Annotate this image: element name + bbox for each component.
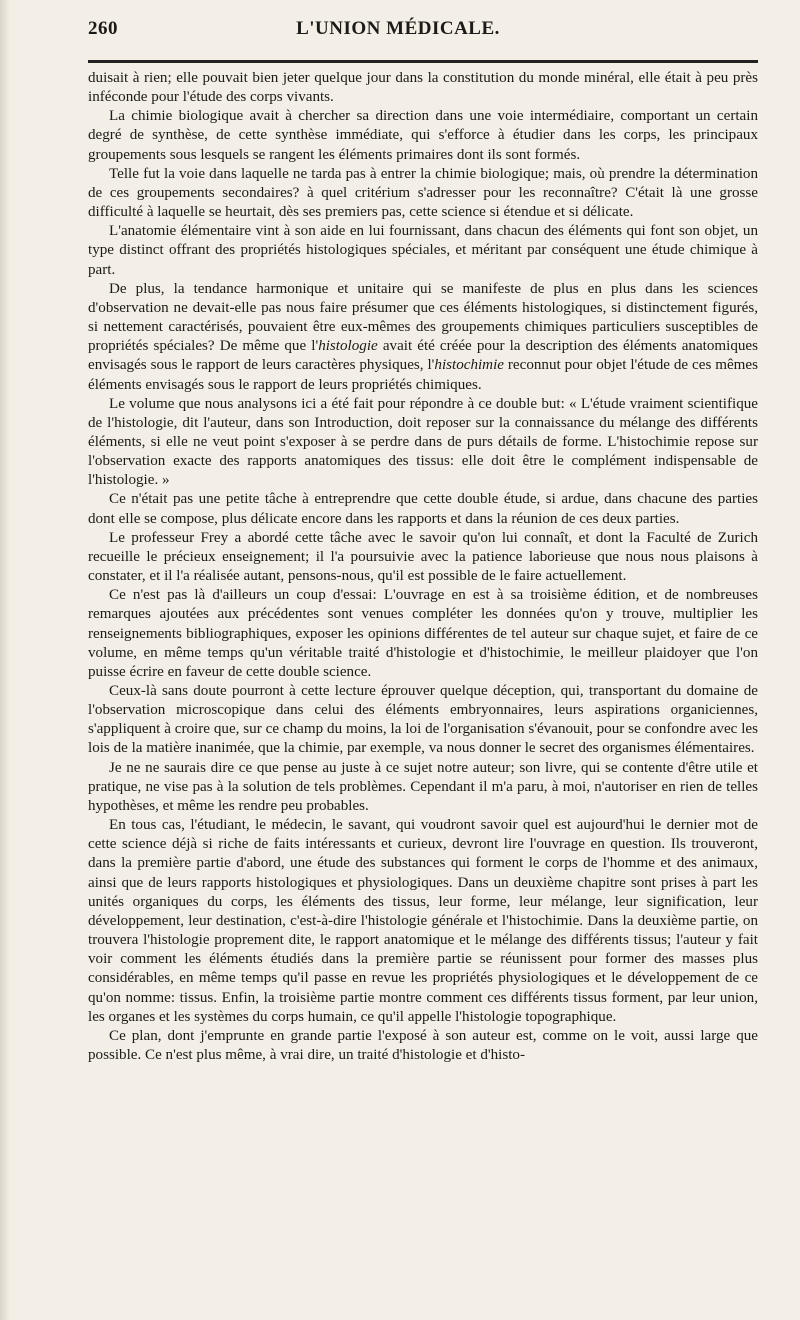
text-run: Ceux-là sans doute pourront à cette lecture éprouver quelque déception, qui, transportant du domaine de l'observation microscopique dans celui des éléments embryonnaires, leurs aspirations organiciennes, s'appliquent à croire que, sur ce champ du moins, la loi de l'organisation s'évanouit, pour se confondre avec les lois de la matière inanimée, que la chimie, par exemple, va nous donner le secret des organismes élémentaires. (88, 683, 758, 757)
paragraph (88, 529, 758, 586)
text-run: De plus, la tendance harmonique et unitaire qui se manifeste de plus en plus dans les sciences d'observation ne devait-elle pas nous faire présumer que ces éléments histologiques, si distinctement figurés, si nettement caractérisés, pouvaient être eux-mêmes des groupements chimiques particuliers susceptibles de propriétés spéciales? De même que l' (88, 280, 758, 355)
text-run: avait été créée pour la description des éléments anatomiques envisagés sous le rapport de leurs caractères physiques, l' (88, 338, 758, 374)
paragraph (88, 222, 758, 279)
paragraph (88, 107, 758, 164)
text-run: Le volume que nous analysons ici a été fait pour répondre à ce double but: « L'étude vraiment scientifique de l'histologie, dit l'auteur, dans son Introduction, doit reposer sur la connaissance du mélange des différents éléments, si elle ne veut point s'exposer à se perdre dans de purs détails de forme. L'histochimie repose sur l'observation exacte des rapports anatomiques des tissus: elle doit être le complément indispensable de l'histologie. » (88, 395, 758, 489)
italic-term: histochimie (434, 357, 504, 374)
paragraph (88, 69, 758, 107)
text-run: Ce n'est pas là d'ailleurs un coup d'essai: L'ouvrage en est à sa troisième édition, et de nombreuses remarques ajoutées aux précédentes sont venues compléter les données qu'on y trouve, multiplier les renseignements bibliographiques, exposer les opinions différentes de tel auteur sur chaque sujet, et faire de ce volume, en même temps qu'un véritable traité d'histologie et d'histochimie, le meilleur plaidoyer que l'on puisse écrire en faveur de cette double science. (88, 587, 758, 680)
running-header (88, 18, 758, 58)
paragraph (88, 1027, 758, 1065)
italic-term: histologie (318, 338, 378, 355)
text-run: Ce plan, dont j'emprunte en grande partie l'exposé à son auteur est, comme on le voit, aussi large que possible. Ce n'est plus même, à vrai dire, un traité d'histologie et d'histo- (88, 1027, 758, 1063)
paragraph (88, 490, 758, 528)
page-number: 260 (88, 18, 118, 39)
text-run: Le professeur Frey a abordé cette tâche avec le savoir qu'on lui connaît, et dont la Faculté de Zurich recueille le précieux enseignement; il l'a poursuivie avec la patience laborieuse que nous nous plaisons à constater, et il l'a réalisée autant, pensons-nous, qu'il est possible de le faire actuellement. (88, 529, 758, 585)
header-rule (88, 60, 758, 63)
running-title: L'UNION MÉDICALE. (296, 18, 500, 39)
paragraph (88, 759, 758, 816)
text-run: La chimie biologique avait à chercher sa direction dans une voie intermédiaire, comportant un certain degré de synthèse, de cette synthèse immédiate, qui s'efforce à étudier dans les corps, les principaux groupements sous lesquels se rangent les éléments primaires dont ils sont formés. (88, 108, 758, 163)
text-run: Ce n'était pas une petite tâche à entreprendre que cette double étude, si ardue, dans chacune des parties dont elle se compose, plus délicate encore dans les rapports et dans la réunion de ces deux parties. (88, 491, 758, 527)
paragraph (88, 586, 758, 682)
article-body (88, 69, 758, 1065)
paragraph (88, 816, 758, 1027)
paragraph (88, 165, 758, 222)
text-run: L'anatomie élémentaire vint à son aide en lui fournissant, dans chacun des éléments qui font son objet, un type distinct offrant des propriétés histologiques spéciales, et méritant par conséquent une étude chimique à part. (88, 223, 758, 278)
paragraph (88, 280, 758, 395)
text-run: En tous cas, l'étudiant, le médecin, le savant, qui voudront savoir quel est aujourd'hui le dernier mot de cette science déjà si riche de faits intéressants et curieux, devront lire l'ouvrage en question. Ils trouveront, dans la première partie d'abord, une étude des substances qui forment le corps de l'homme et des animaux, ainsi que de leurs rapports histologiques et physiologiques. Dans un deuxième chapitre sont prises à part les unités organiques du corps, les éléments des tissus, leur forme, leur mélange, leur signification, leur développement, leur destination, c'est-à-dire l'histologie générale et l'histochimie. Dans la deuxième partie, on trouvera l'histologie proprement dite, le rapport anatomique et le mélange des différents tissus; l'auteur y fait voir comment les éléments étudiés dans la première partie se réunissent pour former des masses plus considérables, en même temps qu'il passe en revue les propriétés physiologiques et le développement de ce qu'on nomme: tissus. Enfin, la troisième partie montre comment ces différents tissus forment, par leur union, les organes et les systèmes du corps humain, ce qu'il appelle l'histologie topographique. (88, 817, 758, 1025)
text-run: duisait à rien; elle pouvait bien jeter quelque jour dans la constitution du monde minéral, elle était à peu près inféconde pour l'étude des corps vivants. (88, 70, 758, 106)
text-run: reconnut pour objet l'étude de ces mêmes éléments envisagés sous le rapport de leurs propriétés chimiques. (88, 357, 758, 393)
text-run: Telle fut la voie dans laquelle ne tarda pas à entrer la chimie biologique; mais, où prendre la détermination de ces groupements secondaires? à quel critérium s'adresser pour les reconnaître? C'était là une grosse difficulté à laquelle se heurtait, dès ses premiers pas, cette science si étendue et si délicate. (88, 165, 758, 221)
page-gutter-shadow (0, 0, 10, 1320)
paragraph (88, 682, 758, 759)
text-run: Je ne ne saurais dire ce que pense au juste à ce sujet notre auteur; son livre, qui se contente d'être utile et pratique, ne vise pas à la solution de tels problèmes. Cependant il m'a paru, à moi, n'autoriser en rien de telles hypothèses, et même les rendre peu probables. (88, 759, 758, 814)
paragraph (88, 395, 758, 491)
